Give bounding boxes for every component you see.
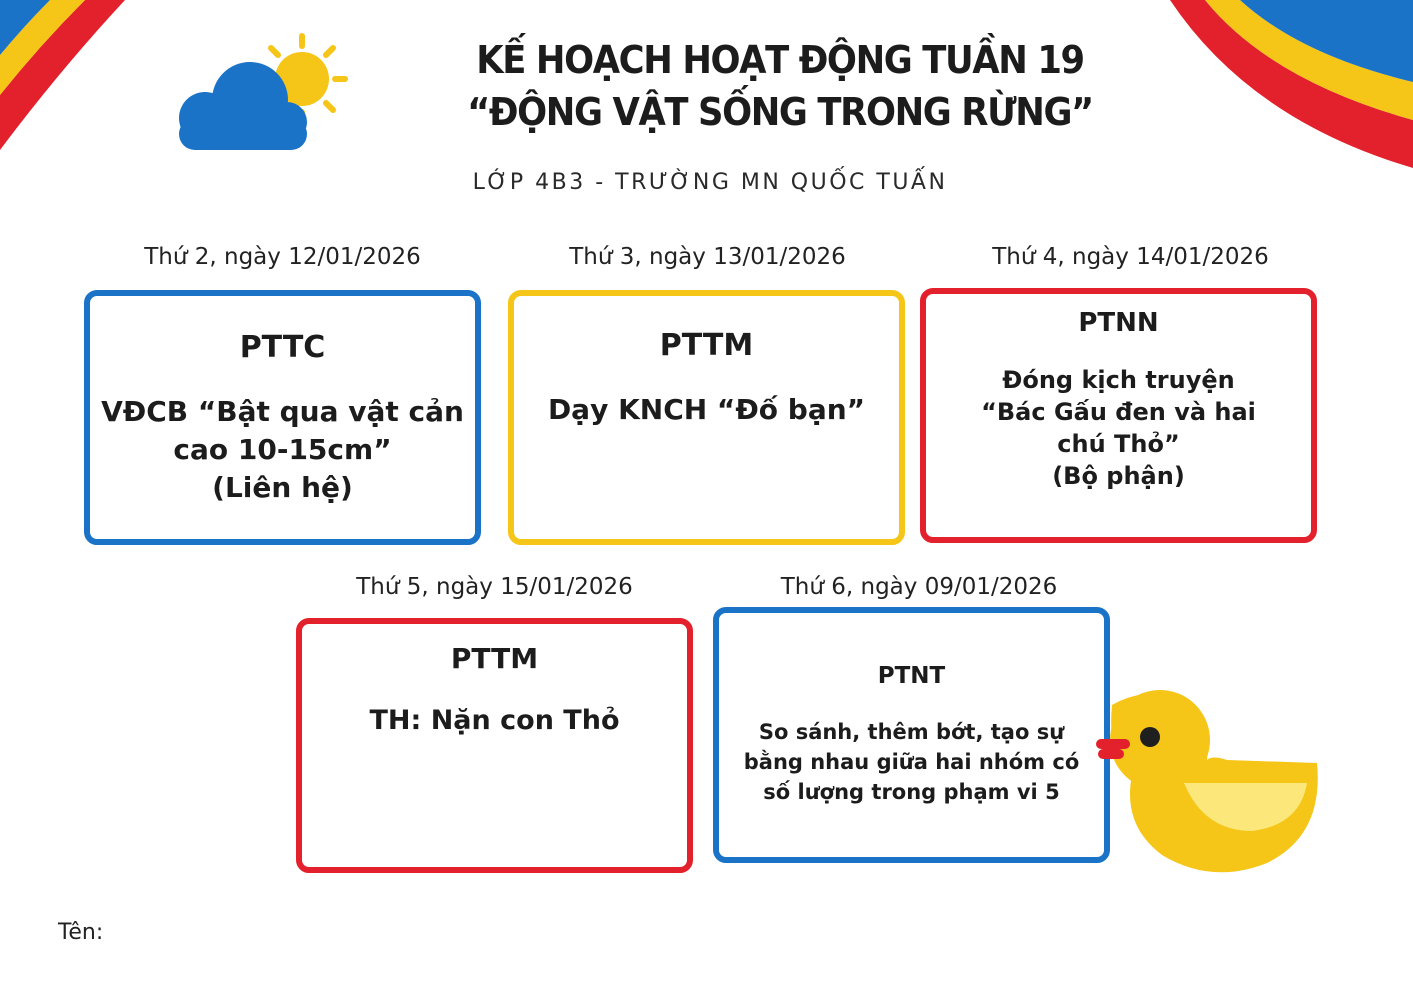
activity-line: Đóng kịch truyện bbox=[1002, 366, 1235, 394]
ribbon-top-right bbox=[1160, 0, 1413, 170]
activity-card-mon bbox=[84, 290, 481, 545]
activity-card-tue bbox=[508, 290, 905, 545]
activity-line: VĐCB “Bật qua vật cản bbox=[101, 395, 464, 428]
name-label: Tên: bbox=[58, 920, 104, 945]
activity-card-fri bbox=[713, 607, 1110, 863]
activity-line: cao 10-15cm” bbox=[173, 433, 392, 466]
activity-line: So sánh, thêm bớt, tạo sự bbox=[758, 720, 1065, 744]
day-label-tue: Thứ 3, ngày 13/01/2026 bbox=[569, 244, 846, 270]
activity-line: bằng nhau giữa hai nhóm có bbox=[743, 750, 1080, 774]
duck-icon bbox=[1092, 685, 1322, 877]
day-label-fri: Thứ 6, ngày 09/01/2026 bbox=[780, 574, 1058, 600]
activity-line: TH: Nặn con Thỏ bbox=[369, 705, 620, 736]
activity-line: Dạy KNCH “Đố bạn” bbox=[547, 393, 866, 426]
activity-line: (Bộ phận) bbox=[1052, 462, 1185, 490]
title-line-2: “ĐỘNG VẬT SỐNG TRONG RỪNG” bbox=[467, 90, 1093, 134]
activity-line: “Bác Gấu đen và hai bbox=[981, 398, 1256, 426]
activity-area: PTTC bbox=[239, 330, 326, 365]
activity-area: PTTM bbox=[659, 328, 754, 363]
day-label-wed: Thứ 4, ngày 14/01/2026 bbox=[992, 244, 1269, 270]
activity-line: (Liên hệ) bbox=[212, 471, 353, 504]
title-line-1: KẾ HOẠCH HOẠT ĐỘNG TUẦN 19 bbox=[476, 38, 1084, 82]
day-label-thu: Thứ 5, ngày 15/01/2026 bbox=[356, 574, 633, 600]
activity-area: PTNN bbox=[1078, 308, 1159, 338]
activity-card-thu bbox=[296, 618, 693, 873]
activity-line: chú Thỏ” bbox=[1057, 430, 1180, 458]
subtitle: LỚP 4B3 - TRƯỜNG MN QUỐC TUẤN bbox=[472, 170, 948, 195]
ribbon-top-left bbox=[0, 0, 140, 160]
activity-area: PTTM bbox=[450, 642, 539, 675]
activity-line: số lượng trong phạm vi 5 bbox=[763, 780, 1060, 804]
day-label-mon: Thứ 2, ngày 12/01/2026 bbox=[144, 244, 421, 270]
activity-area: PTNT bbox=[877, 663, 946, 689]
activity-card-wed bbox=[920, 288, 1317, 543]
sun-cloud-illustration bbox=[175, 30, 355, 155]
